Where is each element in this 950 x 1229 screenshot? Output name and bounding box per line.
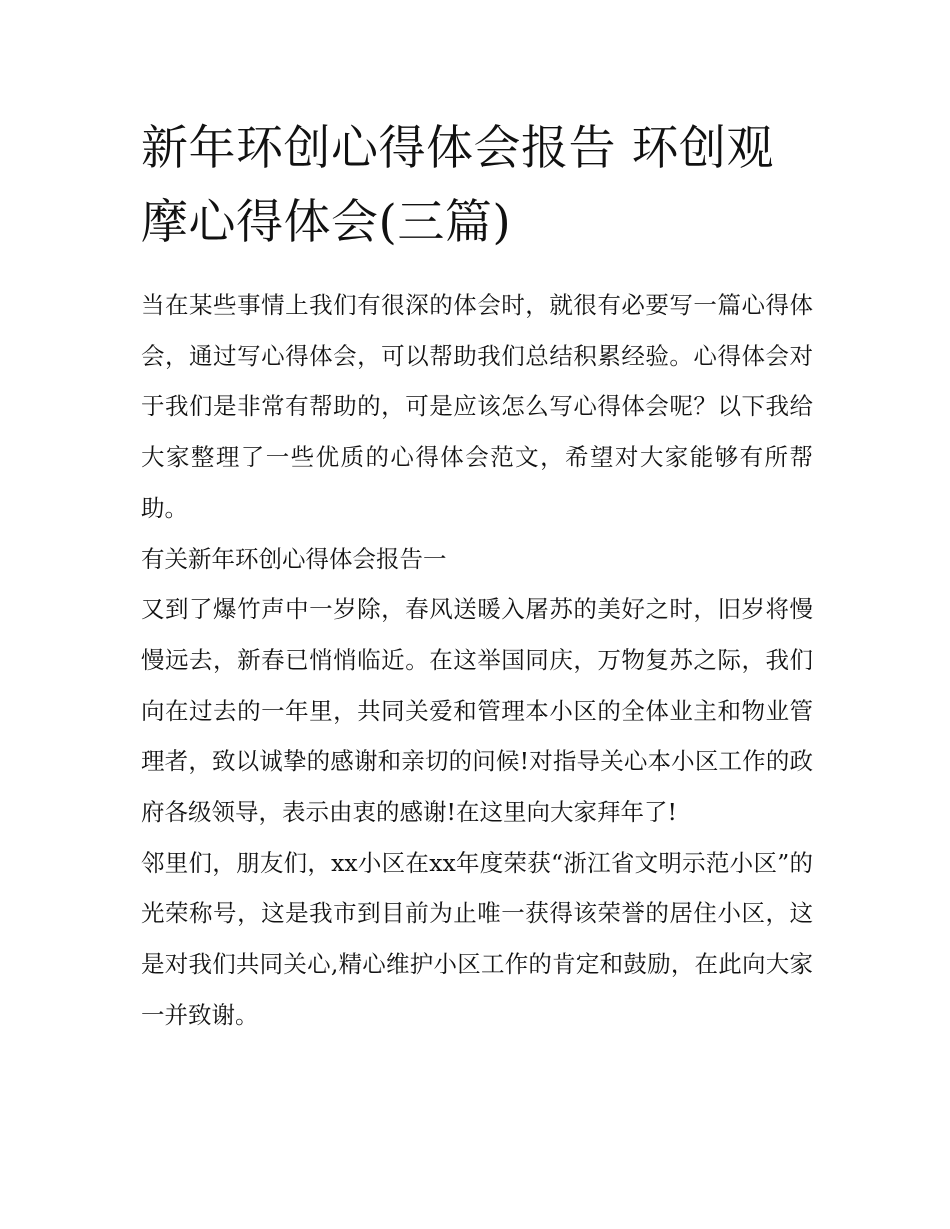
body-paragraph-1: 又到了爆竹声中一岁除，春风送暖入屠苏的美好之时，旧岁将慢慢远去，新春已悄悄临近。在这举国同庆，万物复苏之际，我们向在过去的一年里，共同关爱和管理本小区的全体业主和物业管理者，致以诚挚的感谢和亲切的问候!对指导关心本小区工作的政府各级领导，表示由衷的感谢!在这里向大家拜年了! [141,595,813,827]
intro-paragraph: 当在某些事情上我们有很深的体会时，就很有必要写一篇心得体会，通过写心得体会，可以帮助我们总结积累经验。心得体会对于我们是非常有帮助的，可是应该怎么写心得体会呢？以下我给大家整理了一些优质的心得体会范文，希望对大家能够有所帮助。 [141,291,813,522]
document-page [141,112,813,1041]
section-heading: 有关新年环创心得体会报告一 [141,544,447,573]
body-paragraph-2: 邻里们，朋友们，xx小区在xx年度荣获“浙江省文明示范小区”的光荣称号，这是我市到目前为止唯一获得该荣誉的居住小区，这是对我们共同关心,精心维护小区工作的肯定和鼓励，在此向大家一并致谢。 [141,848,813,1029]
document-title: 新年环创心得体会报告 环创观摩心得体会(三篇) [141,121,774,250]
